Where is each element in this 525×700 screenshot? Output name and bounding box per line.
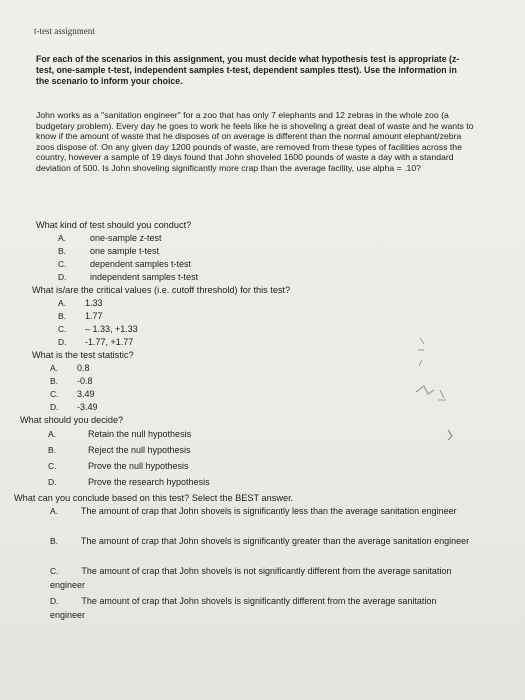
scenario-text: John works as a "sanitation engineer" for a zoo that has only 7 elephants and 12 zebras in the whole zoo (a budgetary problem). Every day he goes to work he feels like he is shoveling a great deal of waste and he wants to know if the amount of waste that he disposes of on average is different than the normal amount elephant/zebra zoos dispose of. On any given day 1200 pounds of waste, are removed from these types of facilities across the country, however a sample of 19 days found that John shoveled 1600 pounds of waste a day with a standard deviation of 500. Is John shoveling significantly more crap than the average facility, use alpha = .10? [36, 110, 474, 173]
option-text: Prove the null hypothesis [88, 461, 189, 471]
option-letter: B. [58, 246, 67, 256]
option-letter: D. [50, 402, 59, 412]
option-letter: C. [58, 324, 67, 334]
option-text: dependent samples t-test [90, 259, 192, 269]
page-title: t-test assignment [34, 26, 95, 36]
option-letter: C. [50, 389, 59, 399]
question-4-prompt: What should you decide? [20, 415, 124, 425]
question-5-option-d[interactable] [50, 595, 460, 622]
option-text: – 1.33, +1.33 [85, 324, 138, 334]
option-text: 1.33 [85, 298, 103, 308]
option-letter: C. [48, 461, 57, 471]
option-letter: B. [48, 445, 57, 455]
option-text: one sample t-test [90, 246, 160, 256]
option-letter: A. [50, 506, 59, 516]
question-5-option-c[interactable] [50, 565, 470, 592]
option-text: independent samples t-test [90, 272, 199, 282]
instructions-text: For each of the scenarios in this assignment, you must decide what hypothesis test is appropriate (z-test, one-sample t-test, independent samples t-test, dependent samples ttest). Use the information in the scenario to inform your choice. [36, 54, 460, 86]
option-text: -1.77, +1.77 [85, 337, 134, 347]
option-letter: A. [58, 298, 67, 308]
option-text: -0.8 [77, 376, 93, 386]
question-5-prompt: What can you conclude based on this test? Select the BEST answer. [14, 493, 294, 503]
option-text: Retain the null hypothesis [88, 429, 192, 439]
option-letter: C. [50, 566, 59, 576]
option-letter: A. [50, 363, 59, 373]
question-5-option-a[interactable] [50, 505, 470, 519]
option-letter: D. [50, 596, 59, 606]
option-text: -3.49 [77, 402, 98, 412]
option-letter: B. [58, 311, 67, 321]
option-text: The amount of crap that John shovels is not significantly different from the average sanitation engineer [50, 566, 452, 590]
option-text: 0.8 [77, 363, 90, 373]
question-1-prompt: What kind of test should you conduct? [36, 220, 192, 230]
question-5-option-b[interactable] [50, 535, 482, 549]
option-letter: C. [58, 259, 67, 269]
option-text: one-sample z-test [90, 233, 162, 243]
option-text: The amount of crap that John shovels is significantly greater than the average sanitation engineer [80, 536, 470, 546]
option-text: Prove the research hypothesis [88, 477, 210, 487]
option-letter: A. [48, 429, 57, 439]
pencil-mark-icon [410, 330, 470, 450]
option-text: Reject the null hypothesis [88, 445, 191, 455]
option-letter: D. [48, 477, 57, 487]
option-text: The amount of crap that John shovels is significantly different from the average sanitation engineer [50, 596, 437, 620]
option-letter: A. [58, 233, 67, 243]
option-text: The amount of crap that John shovels is significantly less than the average sanitation engineer [80, 506, 457, 516]
question-2-prompt: What is/are the critical values (i.e. cutoff threshold) for this test? [32, 285, 291, 295]
option-text: 1.77 [85, 311, 103, 321]
option-text: 3.49 [77, 389, 95, 399]
option-letter: D. [58, 272, 67, 282]
option-letter: B. [50, 376, 59, 386]
question-3-prompt: What is the test statistic? [32, 350, 134, 360]
option-letter: B. [50, 536, 59, 546]
option-letter: D. [58, 337, 67, 347]
